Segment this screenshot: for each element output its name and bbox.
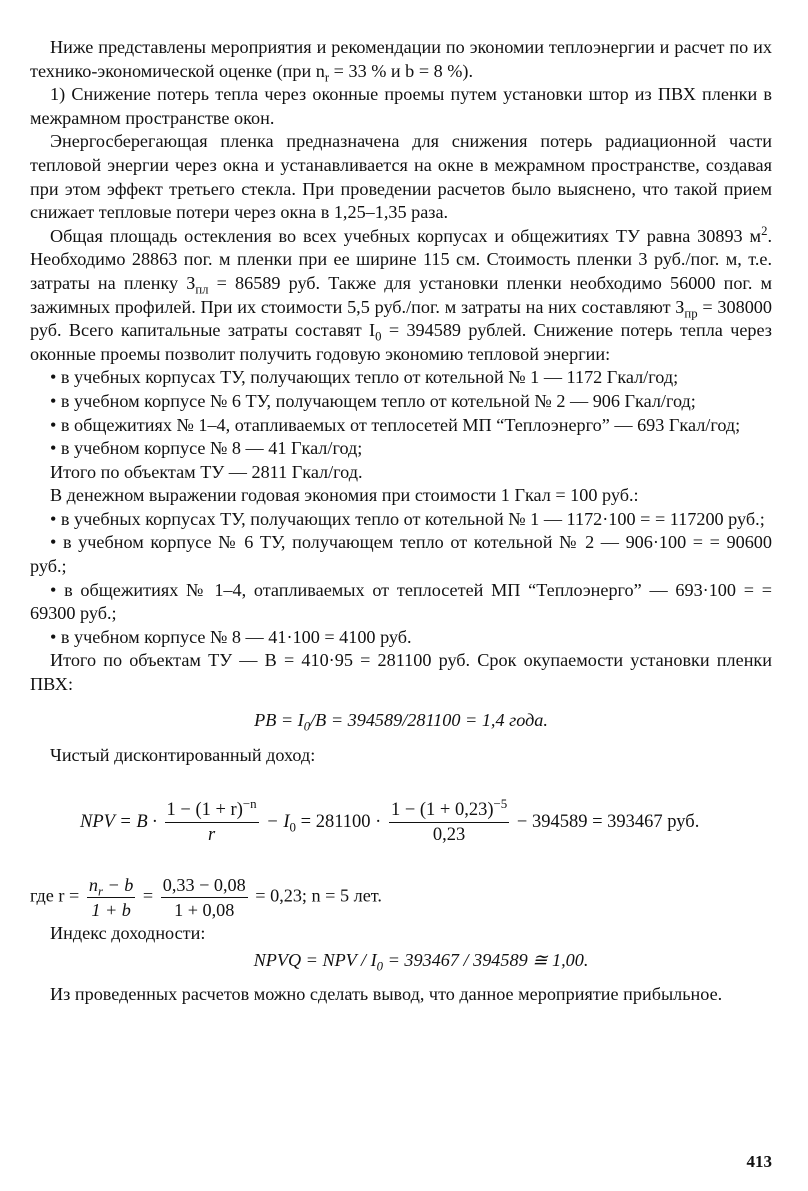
money-bullet-4: • в учебном корпусе № 8 — 41·100 = 4100 руб. — [50, 626, 412, 647]
npv-fraction-numeric: $\frac{1 - (1 + 0,23)^{-5}}{0,23}$ — [390, 795, 508, 845]
rate-formula: где r = $\frac{n_r - b}{1 + b}$ = $\frac{0,33 - 0,08}{1 + 0,08}$ = 0,23; n = 5 лет. — [30, 874, 382, 920]
conclusion: Из проведенных расчетов можно сделать вывод, что данное мероприятие прибыльное. — [50, 984, 723, 1004]
npv-label: Чистый дисконтированный доход: — [50, 745, 316, 766]
item1-title: 1) Снижение потерь тепла через оконные проемы путем установки штор из ПВХ пленки в межрамном пространстве окон. — [30, 84, 772, 128]
money-bullet-1: • в учебных корпусах ТУ, получающих тепло от котельной № 1 — 1172·100 = = 117200 руб.; — [50, 508, 765, 529]
intro-paragraph: Ниже представлены мероприятия и рекомендации по экономии теплоэнергии и расчет по их технико-экономической оценке (при $n_r = 33$ % и b = 8 %). — [30, 37, 772, 85]
payback-formula: PB = $I_0/B = 394589/281100 = 1,4$ года. — [254, 709, 548, 734]
heat-bullet-3: • в общежитиях № 1–4, отапливаемых от теплосетей МП “Теплоэнерго” — 693 Гкал/год; — [50, 414, 741, 435]
page-number: 413 — [746, 1152, 772, 1171]
money-intro: В денежном выражении годовая экономия при стоимости 1 Гкал = 100 руб.: — [50, 485, 639, 506]
npv-formula: NPV = B · $\frac{1 - (1 + r)^{-n}}{r}$ − $I_0 = 281100$ · $\frac{1 - (1 + 0,23)^{-5}}{0,23}$ − 394589 = 393467 руб. — [80, 795, 700, 845]
heat-bullet-2: • в учебном корпусе № 6 ТУ, получающем тепло от котельной № 2 — 906 Гкал/год; — [50, 390, 696, 411]
npvq-formula: NPVQ = NPV / $I_0 = 393467 / 394589$ ≅ 1,00. — [253, 950, 589, 975]
heat-bullet-4: • в учебном корпусе № 8 — 41 Гкал/год; — [50, 438, 363, 459]
rate-fraction-general: $\frac{n_r - b}{1 + b}$ — [88, 874, 134, 920]
rate-fraction-numeric: $\frac{0,33 - 0,08}{1 + 0,08}$ — [162, 874, 246, 920]
total-money: Итого по объектам ТУ — B = 410·95 = 281100 руб. Срок окупаемости установки пленки ПВХ: — [30, 650, 772, 695]
money-bullet-3: • в общежитиях № 1–4, отапливаемых от теплосетей МП “Теплоэнерго” — 693·100 = = 69300 руб.; — [30, 579, 772, 624]
film-paragraph: Энергосберегающая пленка предназначена для снижения потерь радиационной части тепловой энергии через окна и устанавливается на окне в межрамном пространстве, создавая при этом эффект третьего стекла. При проведении расчетов было выяснено, что такой прием снижает тепловые потери через окна в 1,25–1,35 раза. — [30, 131, 772, 223]
money-bullet-2: • в учебном корпусе № 6 ТУ, получающем тепло от котельной № 2 — 906·100 = = 90600 руб.; — [30, 532, 772, 577]
area-paragraph: Общая площадь остекления во всех учебных корпусах и общежитиях ТУ равна 30893 $м^2$. Необходимо 28863 пог. м пленки при ее ширине 115 см. Стоимость пленки 3 руб./пог. м, т.е. затраты на пленку $З_{пл} = 86589$ руб. Также для установки пленки необходимо 56000 пог. м зажимных профилей. При их стоимости 5,5 руб./пог. м затраты на них составляют $З_{пр} = 308000$ руб. Всего капитальные затраты составят $I_0 = 394589$ рублей. Снижение потерь тепла через оконные проемы позволит получить годовую экономию тепловой энергии: — [30, 223, 772, 364]
page-body — [30, 36, 772, 1007]
total-heat: Итого по объектам ТУ — 2811 Гкал/год. — [50, 461, 363, 482]
npv-fraction-general: $\frac{1 - (1 + r)^{-n}}{r}$ — [166, 795, 257, 845]
heat-bullet-1: • в учебных корпусах ТУ, получающих тепло от котельной № 1 — 1172 Гкал/год; — [50, 367, 679, 388]
index-label: Индекс доходности: — [50, 922, 206, 943]
